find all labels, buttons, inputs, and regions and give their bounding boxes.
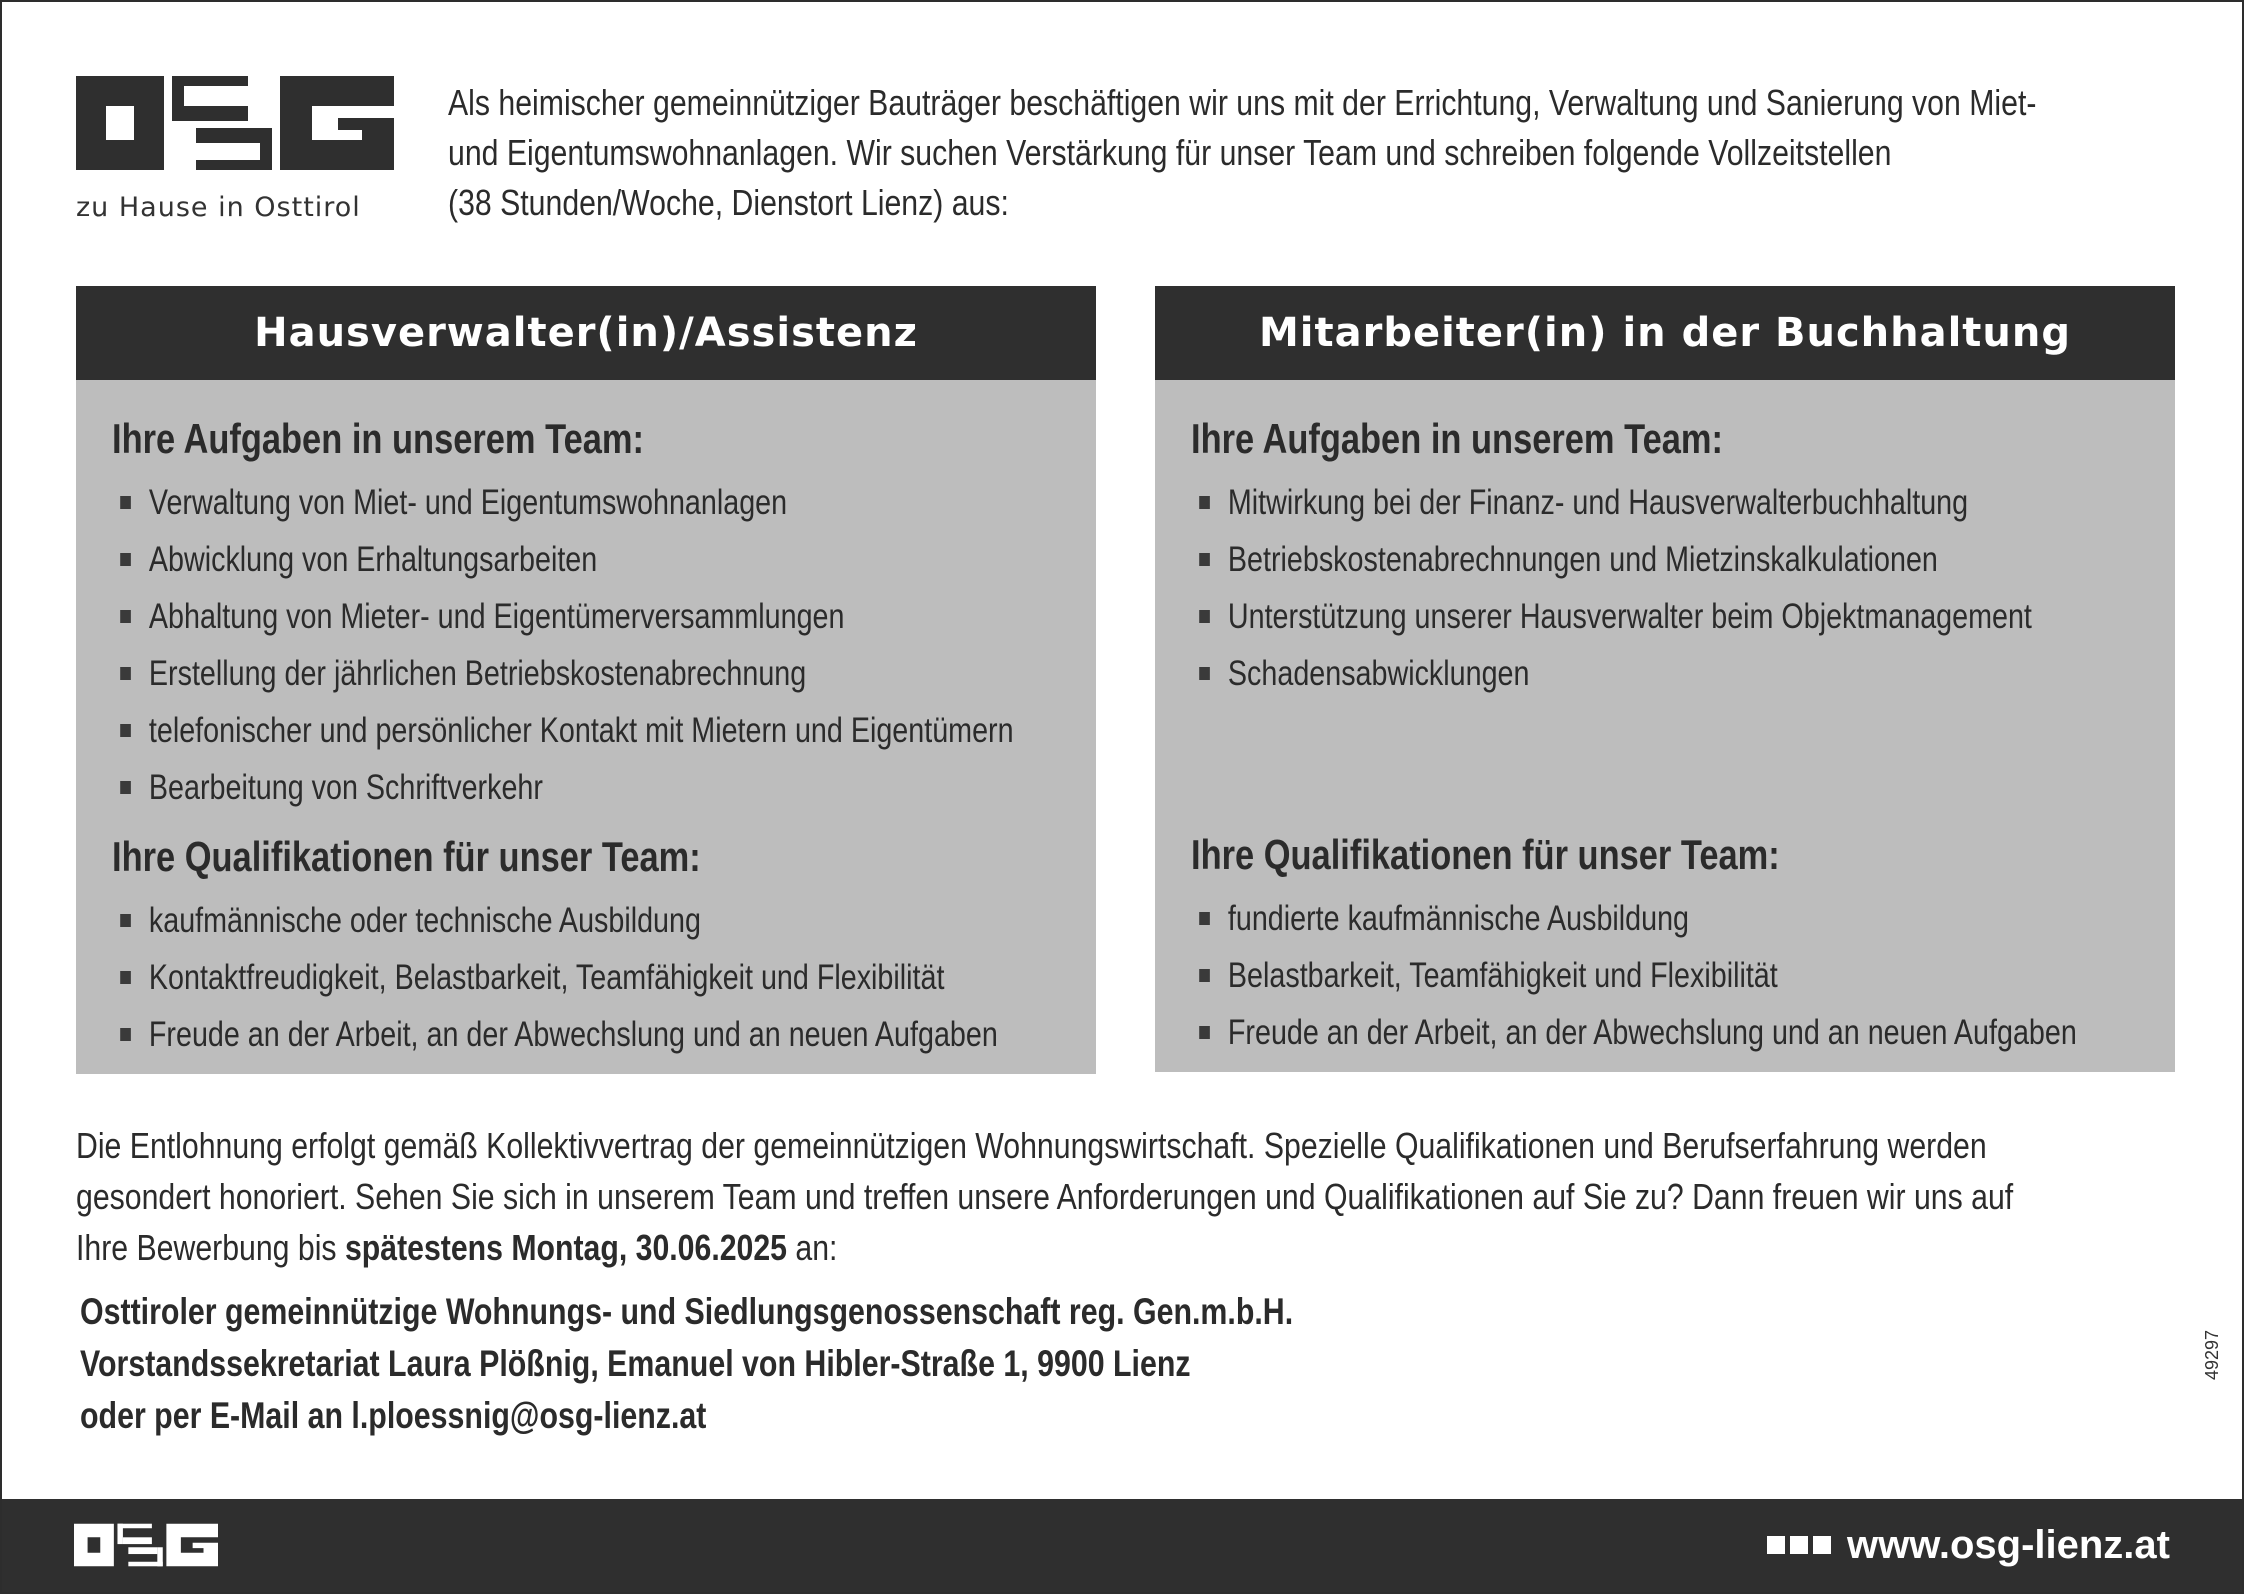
list-item bbox=[112, 588, 1055, 645]
bullet-square-icon bbox=[120, 667, 131, 680]
list-item-text: Erstellung der jährlichen Betriebskostenabrechnung bbox=[148, 654, 807, 693]
contact-block bbox=[80, 1286, 1392, 1442]
bullet-square-icon bbox=[1199, 1026, 1210, 1039]
list-item-text: Kontaktfreudigkeit, Belastbarkeit, Teamfähigkeit und Flexibilität bbox=[148, 958, 945, 997]
bullet-square-icon bbox=[1199, 969, 1210, 982]
bullet-square-icon bbox=[120, 553, 131, 566]
contact-address: Vorstandssekretariat Laura Plößnig, Emanuel von Hibler-Straße 1, 9900 Lienz bbox=[80, 1343, 1191, 1384]
intro-line: und Eigentumswohnanlagen. Wir suchen Verstärkung für unser Team und schreiben folgende Vollzeitstellen bbox=[448, 132, 1892, 173]
intro-line: Als heimischer gemeinnütziger Bauträger beschäftigen wir uns mit der Errichtung, Verwaltung und Sanierung von Miet- bbox=[448, 82, 2037, 123]
bullet-square-icon bbox=[120, 610, 131, 623]
footer-bar bbox=[2, 1499, 2242, 1592]
info-line bbox=[76, 1222, 2134, 1273]
tasks-heading: Ihre Aufgaben in unserem Team: bbox=[112, 415, 645, 462]
list-item-text: kaufmännische oder technische Ausbildung bbox=[148, 901, 701, 940]
list-item bbox=[112, 1006, 1055, 1063]
list-item bbox=[112, 645, 1055, 702]
reference-code: 49297 bbox=[2202, 1329, 2222, 1380]
list-item bbox=[112, 759, 1055, 816]
info-line: gesondert honoriert. Sehen Sie sich in unserem Team und treffen unsere Anforderungen und Qualifikationen auf Sie zu? Dann freuen wir uns auf bbox=[76, 1176, 2014, 1217]
intro-text bbox=[448, 78, 2136, 228]
bullet-square-icon bbox=[120, 496, 131, 509]
list-item bbox=[1191, 474, 2134, 531]
company-name: Osttiroler gemeinnützige Wohnungs- und Siedlungsgenossenschaft reg. Gen.m.b.H. bbox=[80, 1291, 1294, 1332]
list-item-text: telefonischer und persönlicher Kontakt mit Mietern und Eigentümern bbox=[148, 711, 1014, 750]
bullet-square-icon bbox=[120, 1028, 131, 1041]
list-item bbox=[1191, 645, 2134, 702]
list-item-text: fundierte kaufmännische Ausbildung bbox=[1227, 899, 1690, 938]
qualifications-heading: Ihre Qualifikationen für unser Team: bbox=[112, 833, 701, 880]
squares-icon bbox=[1767, 1536, 1831, 1554]
logo-tagline: zu Hause in Osttirol bbox=[76, 192, 361, 223]
info-line: Die Entlohnung erfolgt gemäß Kollektivvertrag der gemeinnützigen Wohnungswirtschaft. Spezielle Qualifikationen und Berufserfahrung werden bbox=[76, 1125, 1987, 1166]
tasks-heading: Ihre Aufgaben in unserem Team: bbox=[1191, 415, 1724, 462]
bullet-square-icon bbox=[1199, 496, 1210, 509]
list-item bbox=[112, 949, 1055, 1006]
application-info bbox=[76, 1120, 2134, 1273]
job-title: Mitarbeiter(in) in der Buchhaltung bbox=[1155, 286, 2175, 380]
list-item-text: Bearbeitung von Schriftverkehr bbox=[148, 768, 543, 807]
qualifications-list bbox=[1191, 890, 2134, 1061]
list-item-text: Verwaltung von Miet- und Eigentumswohnanlagen bbox=[148, 483, 788, 522]
bullet-square-icon bbox=[120, 724, 131, 737]
qualifications-list bbox=[112, 892, 1055, 1063]
qualifications-heading: Ihre Qualifikationen für unser Team: bbox=[1191, 831, 1780, 878]
list-item-text: Unterstützung unserer Hausverwalter beim Objektmanagement bbox=[1227, 597, 2032, 636]
website-url: www.osg-lienz.at bbox=[1847, 1523, 2170, 1567]
list-item bbox=[112, 702, 1055, 759]
contact-email[interactable]: oder per E-Mail an l.ploessnig@osg-lienz.at bbox=[80, 1395, 707, 1436]
list-item bbox=[1191, 890, 2134, 947]
list-item-text: Belastbarkeit, Teamfähigkeit und Flexibilität bbox=[1227, 956, 1778, 995]
list-item-text: Freude an der Arbeit, an der Abwechslung und an neuen Aufgaben bbox=[148, 1015, 998, 1054]
list-item bbox=[112, 531, 1055, 588]
info-line-suffix: an: bbox=[787, 1227, 838, 1268]
job-title: Hausverwalter(in)/Assistenz bbox=[76, 286, 1096, 380]
list-item-text: Betriebskostenabrechnungen und Mietzinskalkulationen bbox=[1227, 540, 1938, 579]
bullet-square-icon bbox=[120, 971, 131, 984]
list-item-text: Abwicklung von Erhaltungsarbeiten bbox=[148, 540, 598, 579]
bullet-square-icon bbox=[1199, 553, 1210, 566]
list-item bbox=[112, 892, 1055, 949]
list-item-text: Freude an der Arbeit, an der Abwechslung und an neuen Aufgaben bbox=[1227, 1013, 2077, 1052]
bullet-square-icon bbox=[120, 781, 131, 794]
tasks-list bbox=[1191, 474, 2134, 702]
list-item bbox=[1191, 947, 2134, 1004]
list-item bbox=[1191, 531, 2134, 588]
list-item-text: Schadensabwicklungen bbox=[1227, 654, 1530, 693]
info-line-prefix: Ihre Bewerbung bis bbox=[76, 1227, 345, 1268]
intro-line: (38 Stunden/Woche, Dienstort Lienz) aus: bbox=[448, 182, 1009, 223]
job-box-buchhaltung bbox=[1155, 286, 2175, 1072]
list-item bbox=[112, 474, 1055, 531]
tasks-list bbox=[112, 474, 1055, 816]
list-item bbox=[1191, 1004, 2134, 1061]
job-box-hausverwalter bbox=[76, 286, 1096, 1074]
bullet-square-icon bbox=[120, 914, 131, 927]
list-item-text: Abhaltung von Mieter- und Eigentümerversammlungen bbox=[148, 597, 845, 636]
bullet-square-icon bbox=[1199, 667, 1210, 680]
list-item-text: Mitwirkung bei der Finanz- und Hausverwalterbuchhaltung bbox=[1227, 483, 1969, 522]
osg-logo-mark bbox=[76, 76, 394, 170]
list-item bbox=[1191, 588, 2134, 645]
bullet-square-icon bbox=[1199, 912, 1210, 925]
bullet-square-icon bbox=[1199, 610, 1210, 623]
osg-logo-small bbox=[74, 1521, 218, 1569]
website-link[interactable] bbox=[1767, 1517, 2170, 1573]
osg-logo bbox=[76, 76, 394, 223]
deadline: spätestens Montag, 30.06.2025 bbox=[344, 1227, 788, 1268]
